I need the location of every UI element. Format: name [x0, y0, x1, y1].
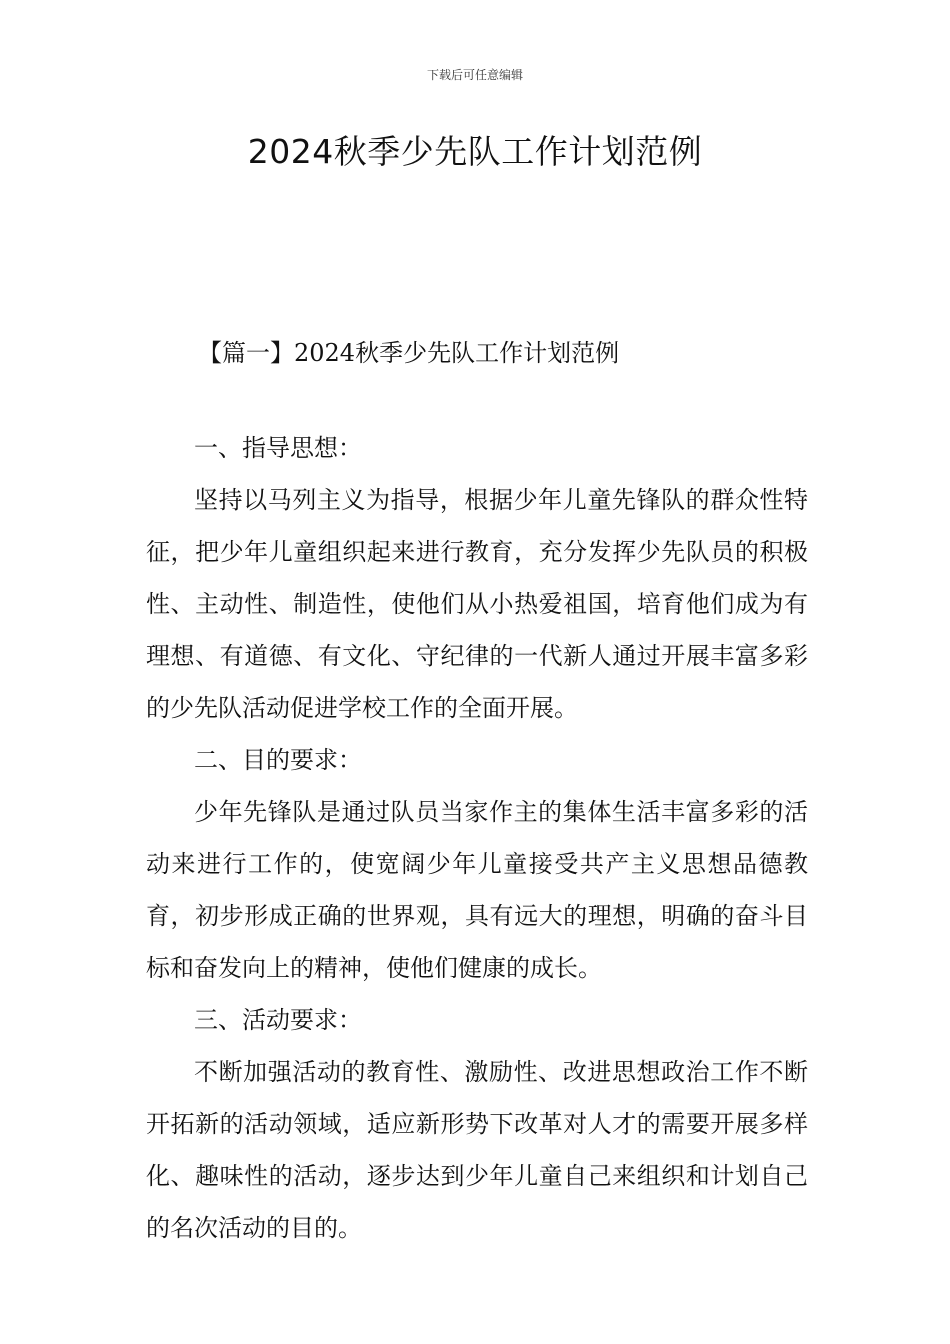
paragraph-guiding-thought: 坚持以马列主义为指导，根据少年儿童先锋队的群众性特征，把少年儿童组织起来进行教育，充分发挥少先队员的积极性、主动性、制造性，使他们从小热爱祖国，培育他们成为有理想、有道德、有文化、守纪律的一代新人通过开展丰富多彩的少先队活动促进学校工作的全面开展。 [146, 486, 808, 722]
section-heading-guiding-thought: 一、指导思想： [194, 434, 362, 462]
section-title: 【篇一】2024秋季少先队工作计划范例 [198, 339, 620, 367]
section-heading-activity-requirements: 三、活动要求： [194, 1006, 362, 1034]
section-heading-objectives: 二、目的要求： [194, 746, 362, 774]
paragraph-activity-requirements: 不断加强活动的教育性、激励性、改进思想政治工作不断开拓新的活动领域，适应新形势下改革对人才的需要开展多样化、趣味性的活动，逐步达到少年儿童自己来组织和计划自己的名次活动的目的。 [146, 1058, 808, 1242]
header-note: 下载后可任意编辑 [426, 68, 523, 82]
document-title: 2024秋季少先队工作计划范例 [247, 132, 703, 171]
document-body [146, 422, 808, 1254]
paragraph-objectives: 少年先锋队是通过队员当家作主的集体生活丰富多彩的活动来进行工作的，使宽阔少年儿童接受共产主义思想品德教育，初步形成正确的世界观，具有远大的理想，明确的奋斗目标和奋发向上的精神，使他们健康的成长。 [146, 798, 808, 982]
